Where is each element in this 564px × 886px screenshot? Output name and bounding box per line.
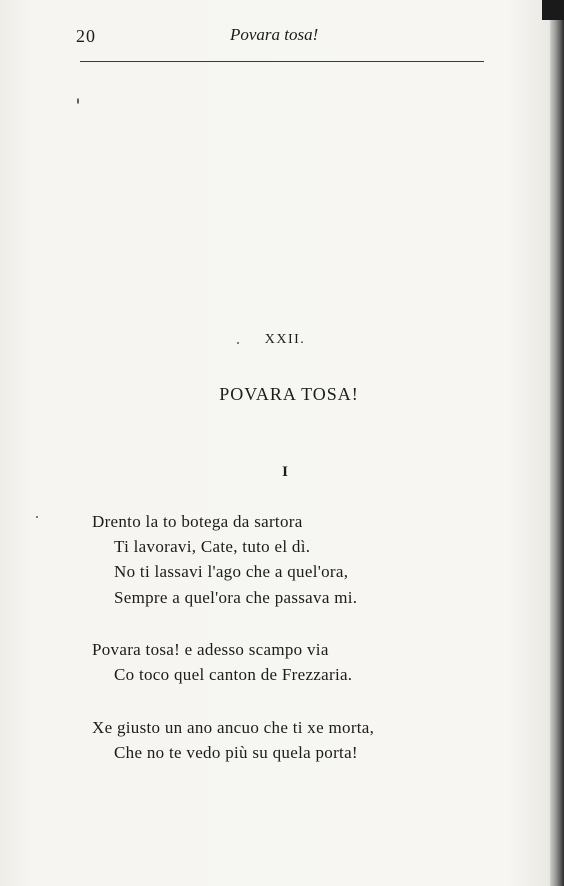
ink-speck [36, 516, 38, 518]
verse-line: Che no te vedo più su quela porta! [114, 743, 358, 762]
running-title: Povara tosa! [230, 25, 319, 44]
book-spine-shadow [550, 0, 564, 886]
page-number: 20 [76, 26, 96, 46]
verse-line: Ti lavoravi, Cate, tuto el dì. [114, 537, 311, 556]
verse-line: Co toco quel canton de Frezzaria. [114, 665, 353, 684]
scan-corner-edge [542, 0, 564, 20]
section-number: I [282, 464, 288, 480]
verse-line: Povara tosa! e adesso scampo via [92, 640, 329, 659]
verse-line: No ti lassavi l'ago che a quel'ora, [114, 562, 349, 581]
header-rule [80, 61, 484, 62]
verse-line: Sempre a quel'ora che passava mi. [114, 588, 358, 607]
poem-number: XXII. [264, 332, 306, 347]
verse-line: Drento la to botega da sartora [92, 512, 303, 531]
ink-speck [77, 98, 79, 104]
poem-title: POVARA TOSA! [219, 384, 359, 404]
verse-line: Xe giusto un ano ancuo che ti xe morta, [92, 718, 375, 737]
